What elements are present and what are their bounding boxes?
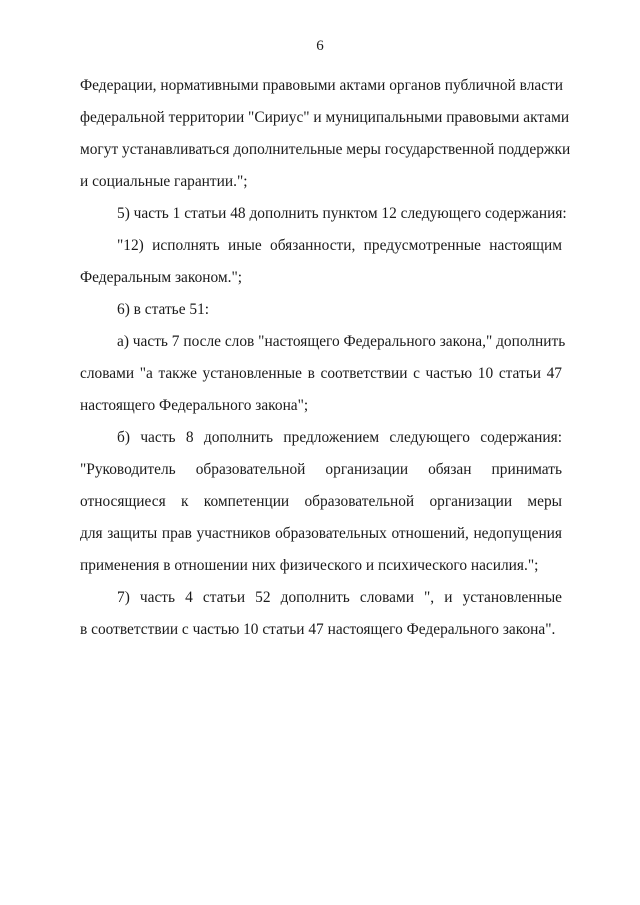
- text-line: могут устанавливаться дополнительные меры государственной поддержки: [80, 141, 571, 158]
- text-line: Федерации, нормативными правовыми актами органов публичной власти: [80, 77, 563, 94]
- text-line: настоящего Федерального закона";: [80, 397, 309, 414]
- sub-item-a: а) часть 7 после слов "настоящего Федерального закона," дополнить: [117, 333, 566, 350]
- page-number: 6: [316, 38, 324, 54]
- text-line: относящиеся к компетенции образовательной организации меры: [80, 493, 562, 510]
- text-line: "Руководитель образовательной организации обязан принимать: [80, 461, 562, 478]
- text-line: федеральной территории "Сириус" и муниципальными правовыми актами: [80, 109, 570, 126]
- text-line: Федеральным законом.";: [80, 269, 243, 286]
- text-line: для защиты прав участников образовательных отношений, недопущения: [80, 525, 562, 542]
- text-line: в соответствии с частью 10 статьи 47 настоящего Федерального закона".: [80, 621, 556, 638]
- document-body: [80, 70, 571, 646]
- text-line: применения в отношении них физического и психического насилия.";: [80, 557, 539, 574]
- text-line: словами "а также установленные в соответствии с частью 10 статьи 47: [80, 365, 562, 382]
- list-item-5: 5) часть 1 статьи 48 дополнить пунктом 12 следующего содержания:: [117, 205, 567, 222]
- text-line: "12) исполнять иные обязанности, предусмотренные настоящим: [117, 237, 562, 254]
- list-item-7: 7) часть 4 статьи 52 дополнить словами ", и установленные: [117, 589, 562, 606]
- text-line: и социальные гарантии.";: [80, 173, 248, 190]
- list-item-6: 6) в статье 51:: [117, 301, 210, 318]
- sub-item-b: б) часть 8 дополнить предложением следующего содержания:: [117, 429, 562, 446]
